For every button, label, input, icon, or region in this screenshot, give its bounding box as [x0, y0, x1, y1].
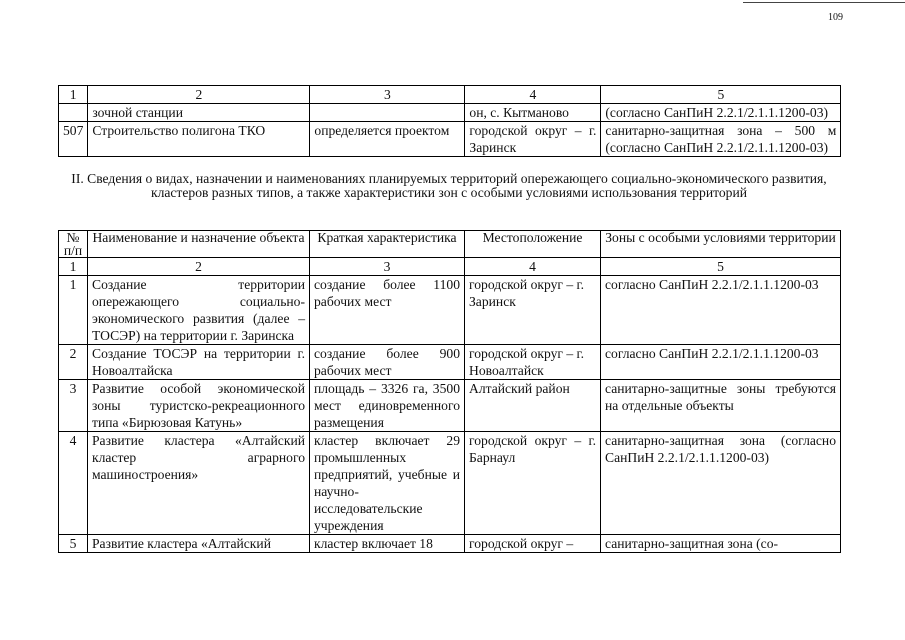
object-name: зочной станции: [88, 104, 310, 122]
characteristic: создание более 1100 рабочих мест: [310, 276, 465, 345]
table-row: [59, 535, 841, 553]
column-number-row: [59, 86, 841, 104]
table-row: [59, 276, 841, 345]
row-number: [59, 104, 88, 122]
location: городской округ – г. Новоалтайск: [465, 345, 601, 380]
location: городской округ – г. Заринск: [465, 276, 601, 345]
object-name: Создание ТОСЭР на территории г. Новоалтайска: [88, 345, 310, 380]
row-number: 4: [59, 432, 88, 535]
header-object-name: Наименование и назначение объекта: [88, 231, 310, 258]
page-number: 109: [828, 12, 843, 23]
colnum-4: 4: [465, 258, 601, 276]
characteristic: кластер включает 18: [310, 535, 465, 553]
object-name: Строительство полигона ТКО: [88, 122, 310, 157]
colnum-3: 3: [310, 86, 465, 104]
header-characteristic: Краткая характеристика: [310, 231, 465, 258]
special-zone: (согласно СанПиН 2.2.1/2.1.1.1200-03): [601, 104, 841, 122]
location: городской округ –: [465, 535, 601, 553]
location: городской округ – г. Заринск: [465, 122, 601, 157]
special-zone: санитарно-защитная зона – 500 м (согласно СанПиН 2.2.1/2.1.1.1200-03): [601, 122, 841, 157]
row-number: 1: [59, 276, 88, 345]
colnum-2: 2: [88, 258, 310, 276]
characteristic: кластер включает 29 промышленных предприятий, учебные и научно-исследовательские учреждения: [310, 432, 465, 535]
special-zone: согласно СанПиН 2.2.1/2.1.1.1200-03: [601, 345, 841, 380]
object-name: Создание территории опережающего социально-экономического развития (далее – ТОСЭР) на территории г. Заринска: [88, 276, 310, 345]
colnum-3: 3: [310, 258, 465, 276]
row-number: 2: [59, 345, 88, 380]
table-row: [59, 345, 841, 380]
colnum-5: 5: [601, 258, 841, 276]
header-location: Местоположение: [465, 231, 601, 258]
header-row: [59, 231, 841, 258]
characteristic: [310, 104, 465, 122]
planned-territories-table: [58, 230, 841, 553]
table-row: [59, 104, 841, 122]
top-rule: [743, 2, 905, 3]
colnum-1: 1: [59, 86, 88, 104]
header-number: № п/п: [59, 231, 88, 258]
location: он, с. Кытманово: [465, 104, 601, 122]
row-number: 507: [59, 122, 88, 157]
special-zone: санитарно-защитная зона (со-: [601, 535, 841, 553]
row-number: 5: [59, 535, 88, 553]
colnum-2: 2: [88, 86, 310, 104]
table-row: [59, 432, 841, 535]
characteristic: создание более 900 рабочих мест: [310, 345, 465, 380]
table-row: [59, 122, 841, 157]
characteristic: площадь – 3326 га, 3500 мест единовременного размещения: [310, 380, 465, 432]
location: Алтайский район: [465, 380, 601, 432]
row-number: 3: [59, 380, 88, 432]
colnum-4: 4: [465, 86, 601, 104]
special-zone: согласно СанПиН 2.2.1/2.1.1.1200-03: [601, 276, 841, 345]
characteristic: определяется проектом: [310, 122, 465, 157]
header-special-zones: Зоны с особыми условиями территории: [601, 231, 841, 258]
colnum-1: 1: [59, 258, 88, 276]
continued-table: [58, 85, 841, 157]
object-name: Развитие кластера «Алтайский: [88, 535, 310, 553]
section-heading: II. Сведения о видах, назначении и наименованиях планируемых территорий опережающего социально-экономического развития, кластеров разных типов, а также характеристики зон с особыми условиями использования территорий: [71, 171, 827, 200]
object-name: Развитие особой экономической зоны туристско-рекреационного типа «Бирюзовая Катунь»: [88, 380, 310, 432]
table-row: [59, 380, 841, 432]
special-zone: санитарно-защитная зона (согласно СанПиН 2.2.1/2.1.1.1200-03): [601, 432, 841, 535]
object-name: Развитие кластера «Алтайский кластер аграрного машиностроения»: [88, 432, 310, 535]
colnum-5: 5: [601, 86, 841, 104]
location: городской округ – г. Барнаул: [465, 432, 601, 535]
column-number-row: [59, 258, 841, 276]
special-zone: санитарно-защитные зоны требуются на отдельные объекты: [601, 380, 841, 432]
